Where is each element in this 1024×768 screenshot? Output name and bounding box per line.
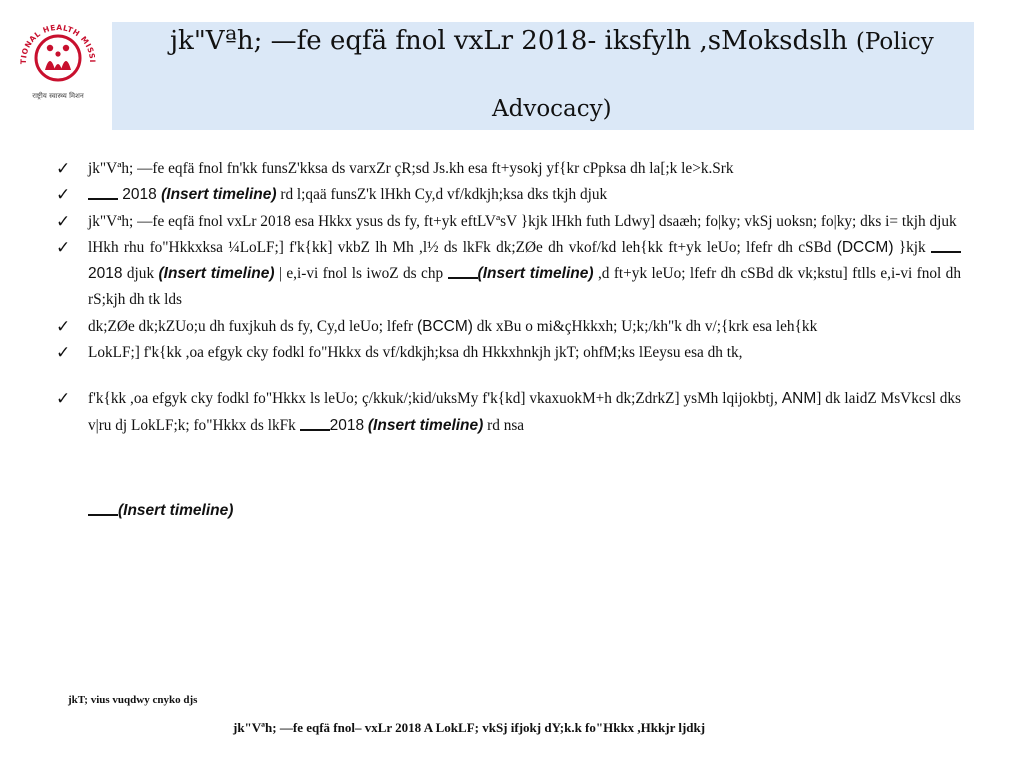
footer-text: jk"Vªh; —fe eqfä fnol– vxLr 2018 A LokLF; vkSj ifjokj dY;k.k fo"Hkkx ,Hkkjr ljdkj [233, 720, 706, 735]
list-item: ✓ lHkh rhu fo"Hkkxksa ¼LoLF;] f'k{kk] vkbZ lh Mh ,l½ ds lkFk dk;ZØe dh vkof/kd leh{kk ft+yk leUo; lfefr dh cSBd (DCCM) }kjk 2018 djuk (Insert timeline) | e,i-vi fnol ls iwoZ ds chp (Insert timeline) ,d ft+yk leUo; lfefr dh cSBd dk vk;kstu] ftlls e,i-vi fnol dh rS;kjh dh tk lds [56, 235, 961, 314]
blank-line [300, 415, 330, 431]
blank-line [88, 184, 118, 200]
list-item: ✓ dk;ZØe dk;kZUo;u dh fuxjkuh ds fy, Cy,d leUo; lfefr (BCCM) dk xBu o mi&çHkkxh; U;k;/kh"k dh v/;{krk esa leh{kk [56, 314, 961, 340]
checkmark-icon: ✓ [56, 316, 71, 337]
blank-line [448, 263, 478, 279]
list-item: ✓ 2018 (Insert timeline) rd l;qaä funsZ'k lHkh Cy,d vf/kdkjh;ksa dks tkjh djuk [56, 182, 961, 208]
bullet-list [56, 156, 961, 439]
floating-timeline-note: (Insert timeline) [88, 500, 233, 520]
checkmark-icon: ✓ [56, 237, 71, 258]
title-english-part2: Advocacy) [492, 96, 612, 122]
list-item: ✓ jk"Vªh; —fe eqfä fnol vxLr 2018 esa Hkkx ysus ds fy, ft+yk eftLVªsV }kjk lHkh futh Ldwy] dsaæh; fo|ky; vkSj uoksn; fo|ky; dks i= tkjh djuk [56, 209, 961, 235]
logo-motto: राष्ट्रीय स्वास्थ्य मिशन [32, 92, 84, 100]
footer-note: jkT; vius vuqdwy cnyko djs [68, 694, 198, 706]
checkmark-icon: ✓ [56, 211, 71, 232]
nhm-logo [12, 12, 104, 104]
list-item: ✓ jk"Vªh; —fe eqfä fnol fn'kk funsZ'kksa ds varxZr çR;sd Js.kh esa ft+ysokj yf{kr cPpksa dh la[;k le>k.Srk [56, 156, 961, 182]
checkmark-icon: ✓ [56, 185, 71, 206]
blank-line [931, 237, 961, 253]
title-hindi: jk"Vªh; —fe eqfä fnol vxLr 2018- iksfylh ,sMoksdslh [170, 26, 848, 56]
checkmark-icon: ✓ [56, 159, 71, 179]
list-item: ✓ f'k{kk ,oa efgyk cky fodkl fo"Hkkx ls leUo; ç/kkuk/;kid/uksMy f'k{kd] vkaxuokM+h dk;ZdrkZ] ysMh lqijokbtj, ANM] dk laidZ MsVkcsl dks v|ru dj LokLF;k; fo"Hkkx ds lkFk 2018 (Insert timeline) rd nsa [56, 386, 961, 439]
svg-text:NATIONAL HEALTH MISSION [12, 12, 97, 64]
checkmark-icon: ✓ [56, 389, 71, 410]
title-english-part1: (Policy [855, 29, 934, 55]
checkmark-icon: ✓ [56, 343, 71, 364]
blank-line [88, 500, 118, 516]
title-banner [112, 22, 974, 130]
logo-ring-text: TIONAL HEALTH MISSI [18, 22, 98, 65]
page-title [170, 26, 934, 56]
list-item: ✓ LokLF;] f'k{kk ,oa efgyk cky fodkl fo"Hkkx ds vf/kdkjh;ksa dh Hkkxhnkjh jkT; ohfM;ks lEeysu esa dh tk, [56, 340, 961, 366]
